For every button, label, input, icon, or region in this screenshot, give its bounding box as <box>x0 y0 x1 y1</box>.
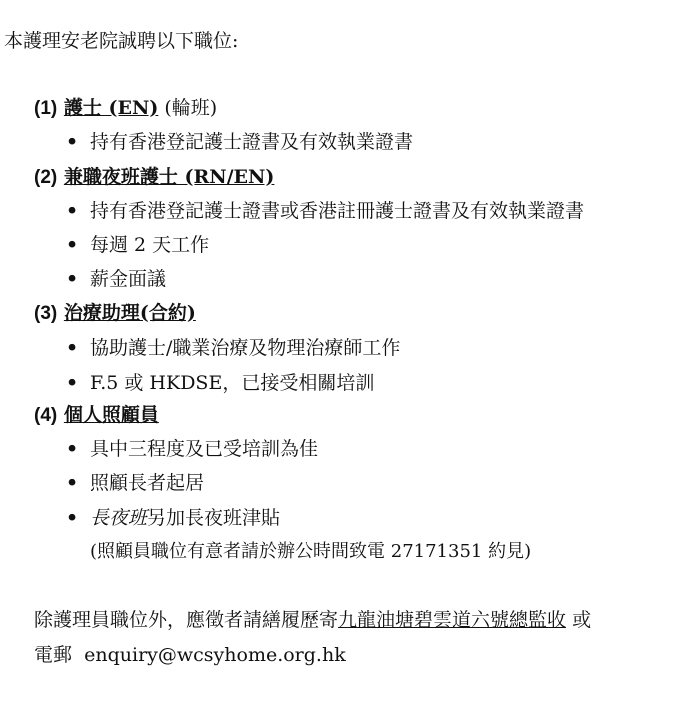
list-item: • 協助護士/職業治療及物理治療師工作 <box>66 337 401 359</box>
bullet-icon: • <box>66 337 79 359</box>
section-title: 護士 (EN) <box>63 97 159 119</box>
list-item: • 長夜班另加長夜班津貼 <box>66 507 281 529</box>
bullet-icon: • <box>66 507 79 529</box>
section-number: (4) <box>34 405 58 426</box>
bullet-icon: • <box>66 131 79 153</box>
intro-text: 本護理安老院誠聘以下職位: <box>4 30 239 52</box>
bullet-icon: • <box>66 438 79 460</box>
bullet-icon: • <box>66 372 79 394</box>
closing-line-2: 電郵 enquiry@wcsyhome.org.hk <box>34 644 346 666</box>
section-title: 治療助理(合約) <box>63 302 196 324</box>
list-item: • 薪金面議 <box>66 268 167 290</box>
bullet-icon: • <box>66 268 79 290</box>
list-item: • 持有香港登記護士證書及有效執業證書 <box>66 131 414 153</box>
section-number: (1) <box>34 98 58 119</box>
list-item: • 持有香港登記護士證書或香港註冊護士證書及有效執業證書 <box>66 200 585 222</box>
bullet-icon: • <box>66 200 79 222</box>
bullet-icon: • <box>66 234 79 256</box>
list-item: • F.5 或 HKDSE，已接受相關培訓 <box>66 372 375 394</box>
email-link[interactable]: enquiry@wcsyhome.org.hk <box>84 644 346 666</box>
section-heading-3 <box>34 298 196 325</box>
contact-note: (照顧員職位有意者請於辦公時間致電 27171351 約見) <box>90 541 532 562</box>
section-title: 個人照顧員 <box>63 404 159 426</box>
mailing-address: 九龍油塘碧雲道六號總監收 <box>338 609 567 631</box>
section-heading-2 <box>34 162 274 189</box>
list-item: • 照顧長者起居 <box>66 472 205 494</box>
list-item: • 每週 2 天工作 <box>66 234 210 256</box>
section-number: (2) <box>34 167 58 188</box>
section-heading-1 <box>34 93 217 120</box>
list-item: • 具中三程度及已受培訓為佳 <box>66 438 319 460</box>
section-title-tail: (輪班) <box>158 97 218 119</box>
italic-emphasis: 長夜班 <box>90 507 148 529</box>
section-title: 兼職夜班護士 (RN/EN) <box>63 166 275 188</box>
section-heading-4 <box>34 400 159 427</box>
bullet-icon: • <box>66 472 79 494</box>
section-number: (3) <box>34 303 58 324</box>
closing-line-1: 除護理員職位外，應徵者請繕履歷寄九龍油塘碧雲道六號總監收 或 <box>34 609 592 631</box>
